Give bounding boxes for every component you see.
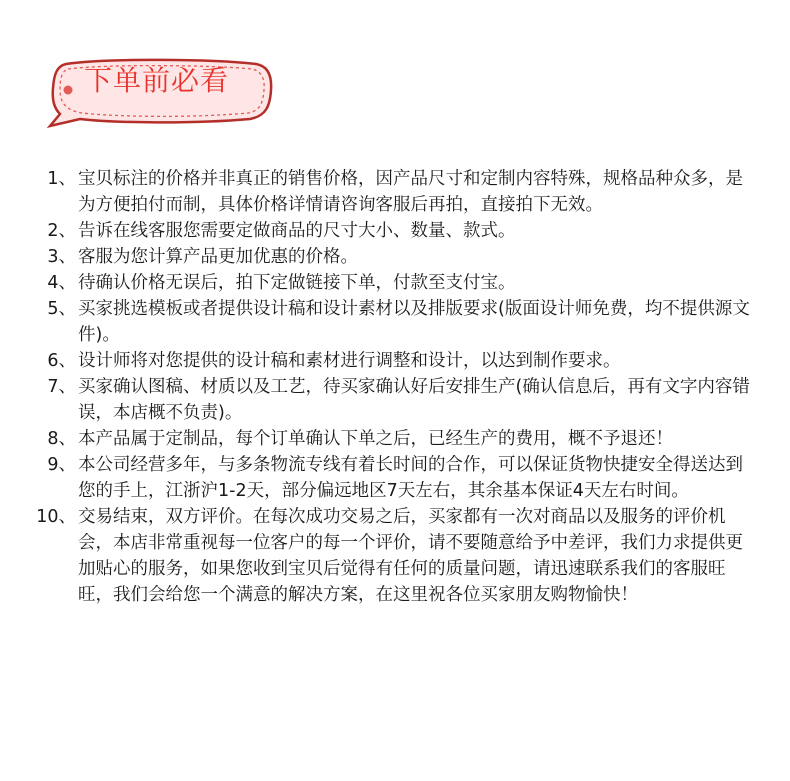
list-item (0, 348, 790, 374)
list-item-text: 本产品属于定制品，每个订单确认下单之后，已经生产的费用，概不予退还！ (78, 429, 673, 449)
list-item-number: 1、 (47, 169, 76, 189)
notice-list (0, 166, 790, 608)
list-item-text: 告诉在线客服您需要定做商品的尺寸大小、数量、款式。 (78, 221, 516, 241)
list-item (0, 244, 790, 270)
list-item-number: 5、 (47, 299, 76, 319)
list-item-text: 买家挑选模板或者提供设计稿和设计素材以及排版要求(版面设计师免费，均不提供源文件)。 (78, 299, 750, 345)
list-item (0, 270, 790, 296)
list-item (0, 504, 790, 608)
page-title: 下单前必看 (84, 64, 230, 97)
list-item (0, 426, 790, 452)
list-item-number: 9、 (47, 455, 76, 475)
list-item-text: 客服为您计算产品更加优惠的价格。 (78, 247, 358, 267)
list-item-number: 3、 (47, 247, 76, 267)
list-item-number: 2、 (47, 221, 76, 241)
list-item-text: 宝贝标注的价格并非真正的销售价格，因产品尺寸和定制内容特殊，规格品种众多，是为方便拍付而制，具体价格详情请咨询客服后再拍，直接拍下无效。 (78, 169, 743, 215)
list-item-text: 设计师将对您提供的设计稿和素材进行调整和设计，以达到制作要求。 (78, 351, 621, 371)
list-item (0, 296, 790, 348)
list-item (0, 374, 790, 426)
list-item-text: 本公司经营多年，与多条物流专线有着长时间的合作，可以保证货物快捷安全得送达到您的手上，江浙沪1-2天，部分偏远地区7天左右，其余基本保证4天左右时间。 (78, 455, 743, 501)
heart-dot-icon (62, 84, 74, 96)
list-item-number: 4、 (47, 273, 76, 293)
list-item-number: 10、 (36, 507, 76, 527)
list-item-number: 7、 (47, 377, 76, 397)
list-item-text: 买家确认图稿、材质以及工艺，待买家确认好后安排生产(确认信息后，再有文字内容错误，本店概不负责)。 (78, 377, 750, 423)
list-item (0, 166, 790, 218)
list-item-number: 6、 (47, 351, 76, 371)
list-item (0, 218, 790, 244)
list-item-number: 8、 (47, 429, 76, 449)
list-item-text: 待确认价格无误后，拍下定做链接下单，付款至支付宝。 (78, 273, 516, 293)
list-item (0, 452, 790, 504)
list-item-text: 交易结束，双方评价。在每次成功交易之后，买家都有一次对商品以及服务的评价机会，本店非常重视每一位客户的每一个评价，请不要随意给予中差评，我们力求提供更加贴心的服务，如果您收到宝贝后觉得有任何的质量问题，请迅速联系我们的客服旺旺，我们会给您一个满意的解决方案，在这里祝各位买家朋友购物愉快！ (78, 507, 743, 605)
